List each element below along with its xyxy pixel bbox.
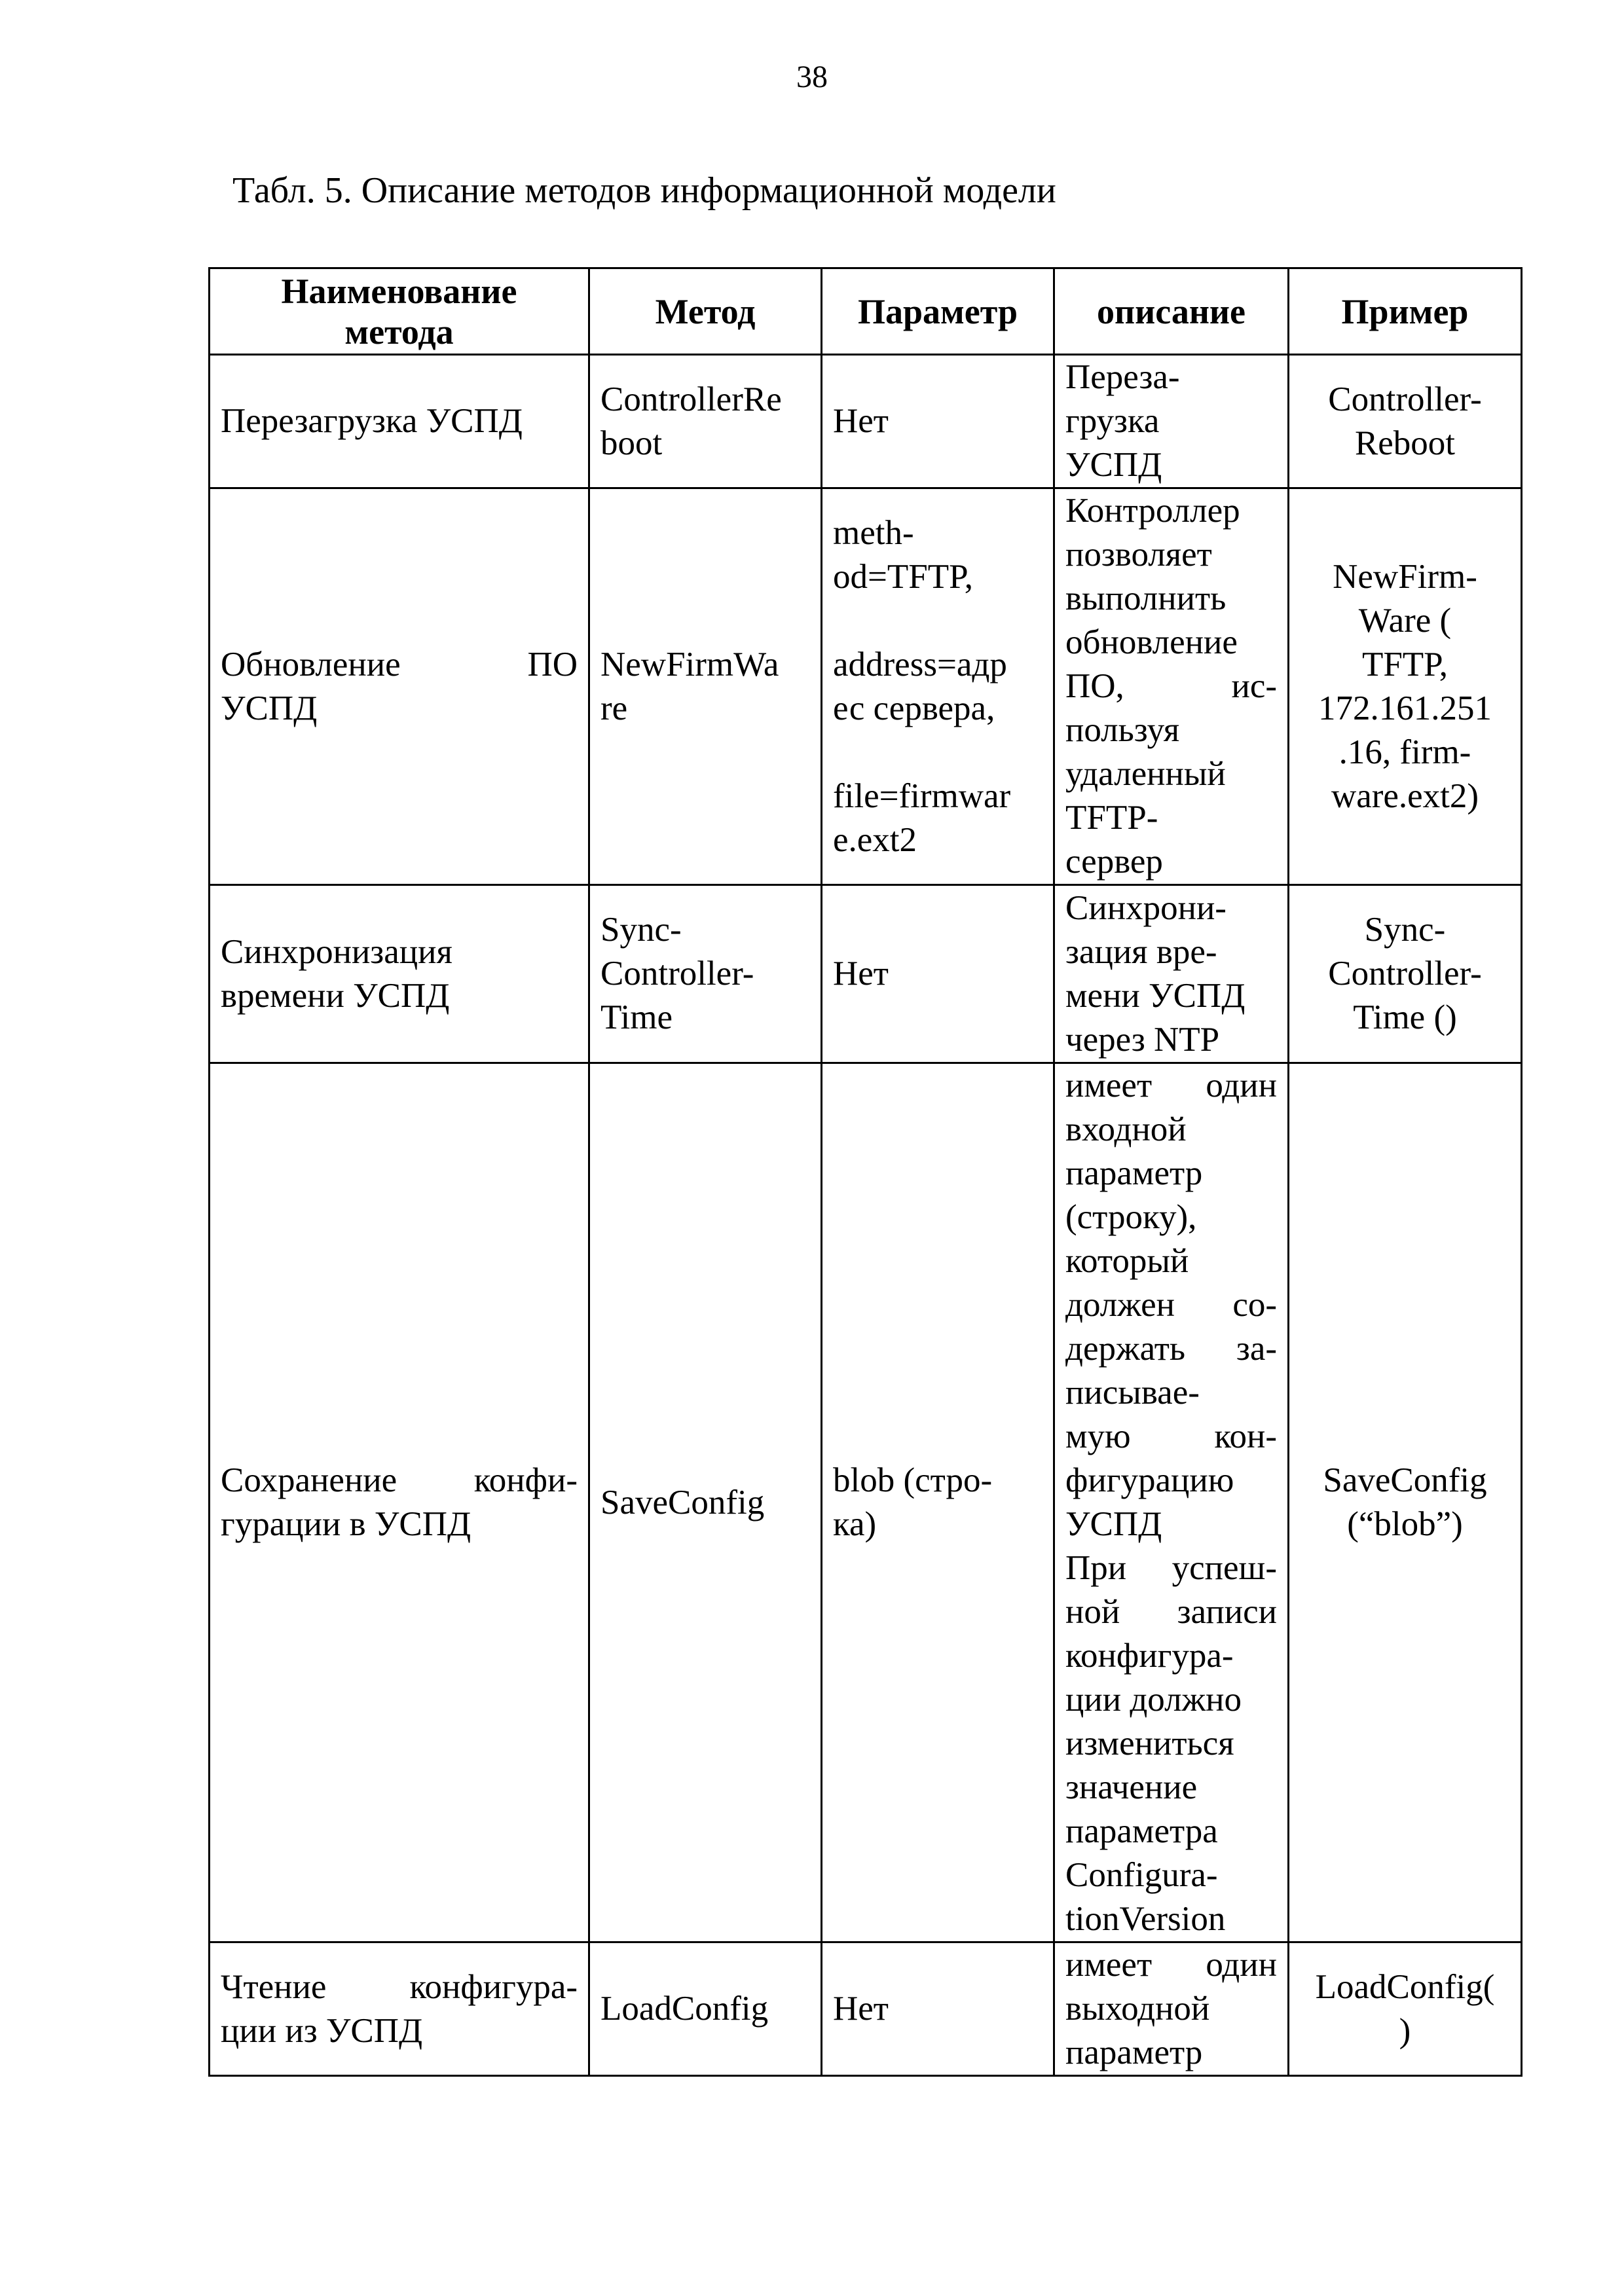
cell-line: NewFirmWa (600, 645, 779, 683)
cell-example (1289, 1942, 1522, 2076)
cell-description (1054, 885, 1289, 1063)
cell-line: выполнить (1065, 579, 1227, 617)
cell-line: Перезагрузка УСПД (221, 402, 523, 440)
cell-line: Чтение конфигура- (221, 1967, 578, 2006)
header-name-line: метода (344, 312, 454, 352)
cell-method-name (210, 1063, 589, 1942)
cell-line: УСПД (1065, 446, 1162, 484)
cell-line: УСПД (1065, 1505, 1162, 1543)
header-method-name (210, 268, 589, 355)
cell-line: Time () (1353, 998, 1457, 1036)
cell-method-name (210, 355, 589, 488)
cell-line: мую кон- (1065, 1417, 1277, 1455)
cell-line: фигурацию (1065, 1461, 1234, 1499)
cell-line: Нет (833, 402, 889, 440)
cell-line: od=TFTP, (833, 557, 973, 596)
cell-line: удаленный (1065, 755, 1226, 793)
table-row (210, 1063, 1522, 1942)
cell-line: имеет один (1065, 1066, 1277, 1104)
cell-line: blob (стро- (833, 1461, 993, 1499)
cell-line: пользуя (1065, 711, 1180, 749)
cell-line: meth- (833, 513, 914, 552)
cell-line: Нет (833, 1990, 889, 2028)
cell-line: должен со- (1065, 1286, 1277, 1324)
cell-line: Синхронизация (221, 932, 452, 971)
cell-line: ControllerRe (600, 380, 782, 418)
cell-example (1289, 885, 1522, 1063)
cell-example (1289, 1063, 1522, 1942)
cell-method-name (210, 488, 589, 885)
header-example: Пример (1289, 268, 1522, 355)
cell-line: через NTP (1065, 1020, 1220, 1059)
cell-method (589, 885, 822, 1063)
table-row (210, 488, 1522, 885)
cell-method (589, 1063, 822, 1942)
cell-line: SaveConfig (600, 1483, 765, 1522)
cell-line: Controller- (1328, 955, 1482, 993)
cell-line: мени УСПД (1065, 976, 1246, 1015)
cell-gap (833, 599, 1043, 643)
cell-description (1054, 355, 1289, 488)
table-header-row (210, 268, 1522, 355)
cell-line: (“blob”) (1347, 1505, 1463, 1543)
cell-line: выходной (1065, 1990, 1210, 2028)
cell-line: LoadConfig( (1315, 1967, 1495, 2006)
cell-line: Нет (833, 955, 889, 993)
cell-line: входной (1065, 1110, 1187, 1148)
cell-line: измениться (1065, 1724, 1234, 1762)
cell-parameter (822, 885, 1054, 1063)
cell-method-name (210, 1942, 589, 2076)
cell-line: address=адр (833, 645, 1007, 683)
cell-line: Sync- (600, 911, 682, 949)
cell-line: Controller- (600, 955, 754, 993)
cell-line: ной записи (1065, 1593, 1277, 1631)
cell-description (1054, 1063, 1289, 1942)
cell-line: параметр (1065, 1154, 1203, 1192)
cell-line: (строку), (1065, 1198, 1197, 1236)
cell-parameter (822, 1942, 1054, 2076)
cell-description (1054, 488, 1289, 885)
table-row (210, 355, 1522, 488)
cell-method (589, 488, 822, 885)
cell-line: значение (1065, 1768, 1198, 1806)
header-description: описание (1054, 268, 1289, 355)
methods-table (208, 267, 1522, 2077)
cell-line: позволяет (1065, 536, 1212, 574)
cell-line: NewFirm- (1333, 557, 1477, 596)
cell-line: гурации в УСПД (221, 1505, 471, 1543)
cell-line: времени УСПД (221, 976, 450, 1015)
cell-line: ware.ext2) (1331, 776, 1479, 815)
cell-line: сервер (1065, 843, 1163, 881)
cell-line: re (600, 689, 628, 727)
cell-line: ции должно (1065, 1681, 1242, 1719)
cell-line: зация вре- (1065, 932, 1217, 971)
table-caption: Табл. 5. Описание методов информационной модели (232, 170, 1056, 211)
cell-line: параметр (1065, 2033, 1203, 2071)
cell-line: Sync- (1364, 911, 1446, 949)
cell-line: SaveConfig (1323, 1461, 1487, 1499)
cell-line: писывае- (1065, 1374, 1200, 1412)
cell-line: ) (1399, 2011, 1411, 2050)
cell-line: .16, firm- (1338, 733, 1471, 771)
cell-parameter (822, 488, 1054, 885)
header-method: Метод (589, 268, 822, 355)
cell-line: При успеш- (1065, 1549, 1277, 1587)
cell-method-name (210, 885, 589, 1063)
cell-line: ес сервера, (833, 689, 995, 727)
header-name-line: Наименование (281, 271, 517, 311)
cell-line: имеет один (1065, 1946, 1277, 1984)
cell-parameter (822, 355, 1054, 488)
cell-line: ции из УСПД (221, 2011, 423, 2050)
cell-line: TFTP- (1065, 799, 1158, 837)
header-parameter: Параметр (822, 268, 1054, 355)
cell-parameter (822, 1063, 1054, 1942)
cell-line: e.ext2 (833, 820, 917, 859)
cell-line: обновление (1065, 623, 1238, 661)
cell-line: УСПД (221, 689, 318, 727)
cell-line: ка) (833, 1505, 877, 1543)
cell-line: file=firmwar (833, 776, 1011, 815)
cell-line: грузка (1065, 402, 1160, 440)
cell-example (1289, 355, 1522, 488)
cell-line: boot (600, 424, 663, 462)
cell-line: Configura- (1065, 1856, 1218, 1894)
cell-line: Синхрони- (1065, 888, 1227, 927)
cell-line: TFTP, (1361, 645, 1449, 683)
cell-method (589, 355, 822, 488)
cell-line: Сохранение конфи- (221, 1461, 578, 1499)
cell-line: LoadConfig (600, 1990, 769, 2028)
cell-method (589, 1942, 822, 2076)
cell-line: который (1065, 1242, 1189, 1280)
cell-line: конфигура- (1065, 1637, 1234, 1675)
cell-description (1054, 1942, 1289, 2076)
cell-line: держать за- (1065, 1330, 1277, 1368)
cell-line: Обновление ПО (221, 645, 578, 683)
cell-line: Контроллер (1065, 492, 1240, 530)
cell-line: Time (600, 998, 673, 1036)
page-number: 38 (796, 60, 828, 94)
table-row (210, 1942, 1522, 2076)
cell-line: Controller- (1328, 380, 1482, 418)
cell-line: Reboot (1354, 424, 1456, 462)
cell-line: ПО, ис- (1065, 667, 1277, 705)
table-row (210, 885, 1522, 1063)
cell-example (1289, 488, 1522, 885)
cell-line: 172.161.251 (1318, 689, 1492, 727)
cell-line: tionVersion (1065, 1900, 1226, 1938)
cell-gap (833, 731, 1043, 774)
cell-line: параметра (1065, 1812, 1218, 1850)
cell-line: Ware ( (1358, 601, 1452, 640)
cell-line: Переза- (1065, 358, 1180, 396)
